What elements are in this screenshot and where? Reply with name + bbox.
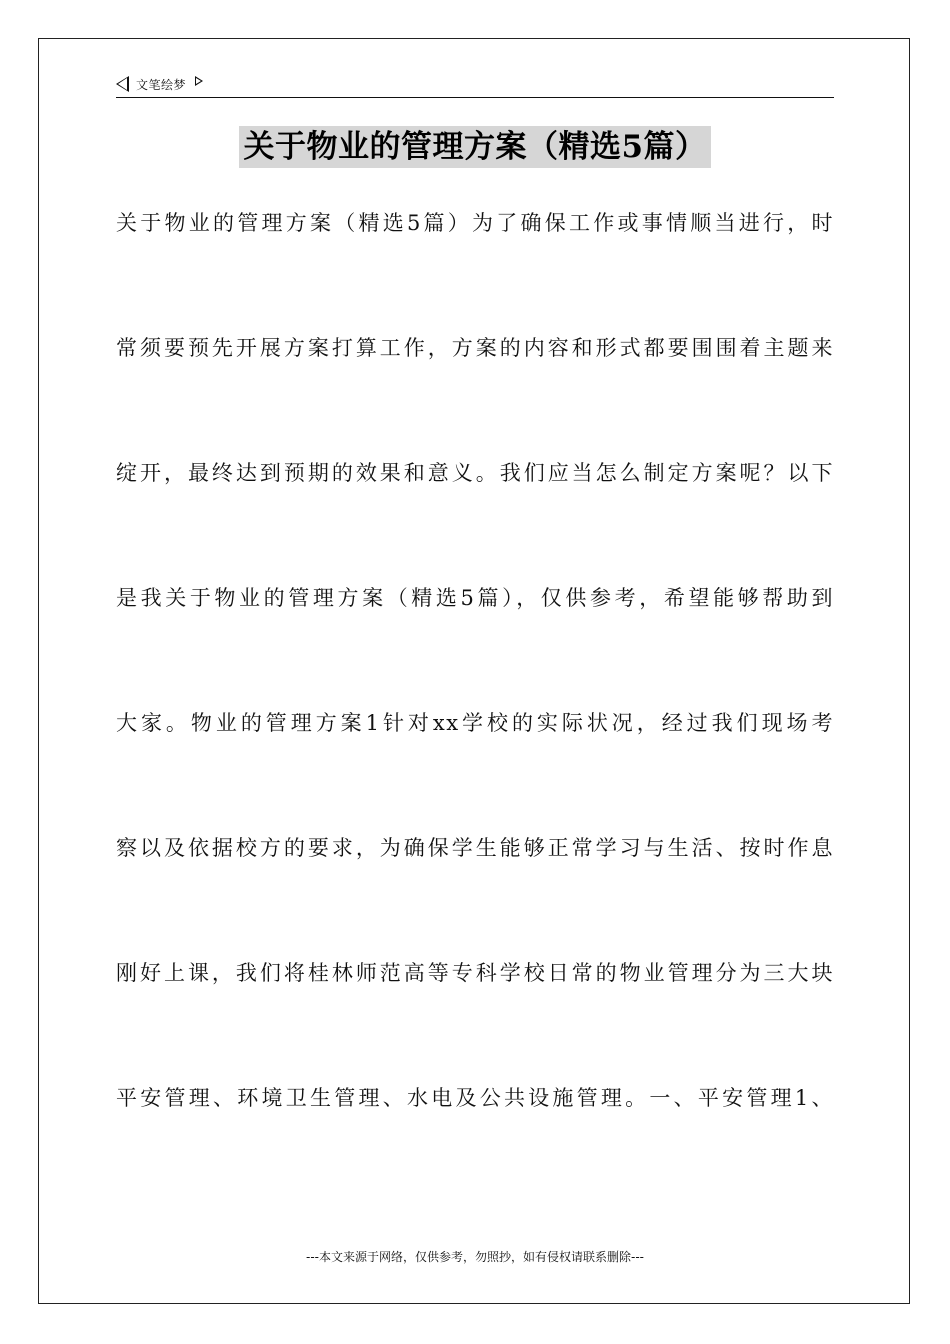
document-body bbox=[116, 205, 834, 1205]
body-line: 关于物业的管理方案（精选5篇）为了确保工作或事情顺当进行，时 bbox=[116, 211, 834, 235]
triangle-right-icon bbox=[195, 76, 203, 86]
triangle-left-icon bbox=[116, 76, 129, 92]
body-line: 绽开，最终达到预期的效果和意义。我们应当怎么制定方案呢？以下 bbox=[116, 461, 834, 485]
page-header bbox=[116, 72, 834, 98]
title-container bbox=[0, 126, 950, 168]
body-line: 察以及依据校方的要求，为确保学生能够正常学习与生活、按时作息 bbox=[116, 836, 834, 860]
body-line: 是我关于物业的管理方案（精选5篇），仅供参考，希望能够帮助到 bbox=[116, 586, 834, 610]
header-brand: 文笔绘梦 bbox=[136, 77, 187, 92]
body-line: 大家。物业的管理方案1针对xx学校的实际状况，经过我们现场考 bbox=[116, 711, 834, 735]
page-footer: ---本文来源于网络，仅供参考，勿照抄，如有侵权请联系删除--- bbox=[306, 1250, 644, 1264]
body-line: 常须要预先开展方案打算工作，方案的内容和形式都要围围着主题来 bbox=[116, 336, 834, 360]
body-line: 刚好上课，我们将桂林师范高等专科学校日常的物业管理分为三大块 bbox=[116, 961, 834, 985]
body-line: 平安管理、环境卫生管理、水电及公共设施管理。一、平安管理1、 bbox=[116, 1086, 834, 1110]
document-title: 关于物业的管理方案（精选5篇） bbox=[239, 126, 710, 168]
